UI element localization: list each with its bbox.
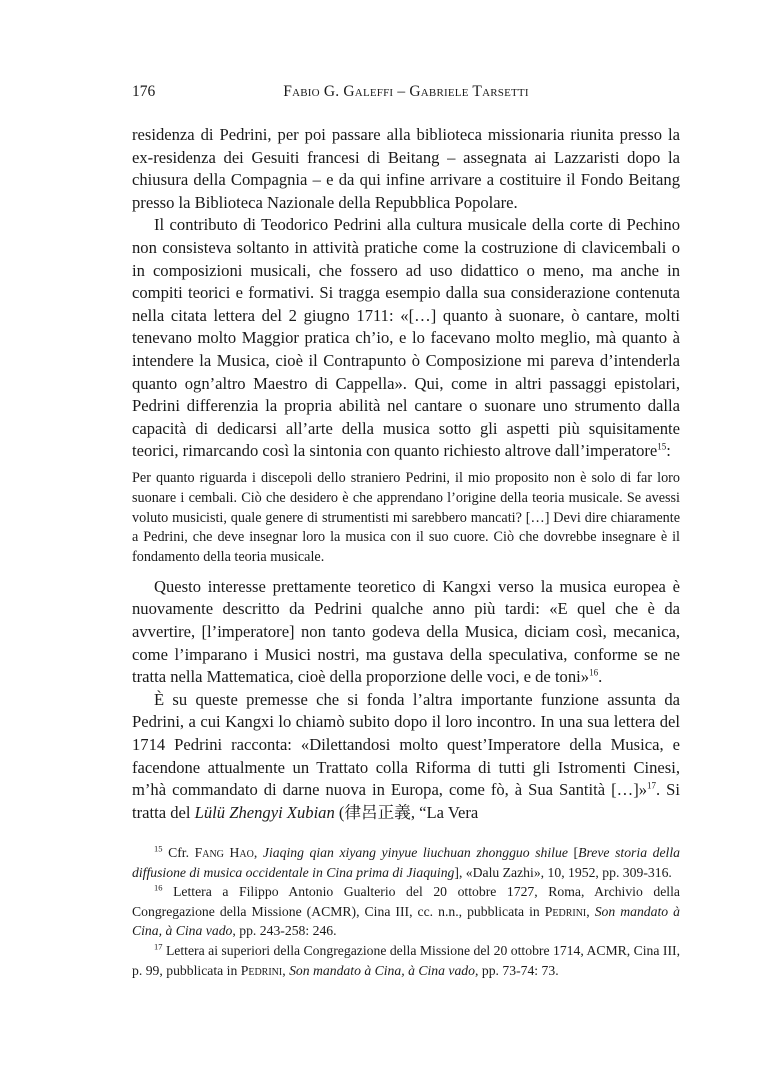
page-number: 176 bbox=[132, 83, 156, 100]
paragraph-3-text: Questo interesse prettamente teoretico di Kangxi verso la musica europea è nuovamente descritto da Pedrini qualche anno più tardi: «E quel che è da avvertire, [l’imperatore] non tanto godeva della Musica, diciam così, mecanica, come l’imparano i Musici nostri, ma gustava della speculativa, conforme se ne tratta nella Mattematica, cioè della proporzione delle voci, e de toni» bbox=[132, 576, 680, 687]
footnote-rest: ], «Dalu Zazhi», 10, 1952, pp. 309-316. bbox=[454, 864, 672, 880]
body-text bbox=[132, 124, 680, 824]
footnote-rest: , pp. 243-258: 246. bbox=[232, 923, 337, 939]
page-header bbox=[132, 80, 680, 104]
footnote-number: 15 bbox=[154, 843, 163, 854]
footnote-ref-16[interactable]: 16 bbox=[589, 667, 599, 678]
footnote-translation: Breve storia della diffusione di musica occidentale in Cina prima di Jiaquing bbox=[132, 845, 681, 880]
paragraph-3-end: . bbox=[598, 667, 603, 687]
footnote-separator: , bbox=[586, 903, 595, 919]
footnote-rest: , pp. 73-74: 73. bbox=[475, 962, 559, 978]
footnote-prefix: Cfr. bbox=[168, 845, 195, 860]
footnote-16 bbox=[132, 882, 680, 941]
footnote-author: Pedrini bbox=[240, 962, 283, 978]
paragraph-4-mid: . Si tratta del bbox=[132, 780, 680, 822]
treatise-title: Lülü Zhengyi Xubian bbox=[194, 802, 335, 822]
paragraph-4-end: (律呂正義, “La Vera bbox=[334, 802, 479, 822]
block-quote bbox=[132, 469, 680, 568]
paragraph-4-text: È su queste premesse che si fonda l’altra importante funzione assunta da Pedrini, a cui Kangxi lo chiamò subito dopo il loro incontro. In una sua lettera del 1714 Pedrini racconta: «Dilettandosi molto quest’Imperatore della Musica, e facendone attualmente un Trattato colla Riforma di tutti gli Istromenti Cinesi, m’hà commandato di darne nuova in Europa, come fò, à Sua Santità […]» bbox=[132, 689, 680, 800]
paragraph-1-text: residenza di Pedrini, per poi passare alla biblioteca missionaria riunita presso la ex-residenza dei Gesuiti francesi di Beitang – assegnata ai Lazzaristi dopo la chiusura della Compagnia – e da qui infine arrivare a costituire il Fondo Beitang presso la Biblioteca Nazionale della Repubblica Popolare. bbox=[132, 125, 680, 212]
paragraph-2-end: : bbox=[666, 441, 671, 461]
footnote-author: Fang Hao bbox=[194, 845, 254, 860]
footnote-ref-15[interactable]: 15 bbox=[657, 441, 667, 452]
footnotes bbox=[132, 843, 680, 980]
footnote-number: 16 bbox=[154, 882, 163, 893]
footnote-title: Son mandato à Cina, à Cina vado bbox=[289, 962, 475, 978]
footnote-separator: [ bbox=[567, 845, 579, 860]
footnote-17 bbox=[132, 941, 680, 980]
block-quote-text: Per quanto riguarda i discepoli dello straniero Pedrini, il mio proposito non è solo di far loro suonare i cembali. Ciò che desidero è che apprendano l’origine della teoria musicale. Se avessi voluto musicisti, quale genere di strumentisti mi sarebbero mancati? […] Devi dire chiaramente a Pedrini, che deve insegnar loro la musica con il suo cuore. Ciò che dovrebbe insegnare è il fondamento della teoria musicale. bbox=[132, 469, 680, 566]
footnote-number: 17 bbox=[154, 941, 163, 952]
footnote-author: Pedrini bbox=[544, 903, 587, 919]
footnote-title: Jiaqing qian xiyang yinyue liuchuan zhongguo shilue bbox=[262, 845, 568, 860]
running-head: Fabio G. Galeffi – Gabriele Tarsetti bbox=[283, 83, 529, 100]
paragraph-2 bbox=[132, 214, 680, 463]
footnote-ref-17[interactable]: 17 bbox=[647, 780, 657, 791]
footnote-separator: , bbox=[282, 962, 290, 978]
paragraph-3 bbox=[132, 576, 680, 689]
paragraph-1 bbox=[132, 124, 680, 214]
footnote-separator: , bbox=[253, 845, 263, 860]
footnote-15 bbox=[132, 843, 680, 882]
paragraph-4 bbox=[132, 689, 680, 825]
footnote-title: Son mandato à Cina, à Cina vado bbox=[132, 903, 680, 939]
footnote-prefix: Lettera a Filippo Antonio Gualterio del 20 ottobre 1727, Roma, Archivio della Congregazione della Missione (ACMR), Cina III, cc. n.n., pubblicata in bbox=[132, 884, 680, 919]
footnote-prefix: Lettera ai superiori della Congregazione della Missione del 20 ottobre 1714, ACMR, Cina III, p. 99, pubblicata in bbox=[132, 942, 680, 978]
paragraph-2-text: Il contributo di Teodorico Pedrini alla cultura musicale della corte di Pechino non consisteva soltanto in attività pratiche come la costruzione di clavicembali o in composizioni musicali, che fossero ad uso didattico o meno, ma anche in compiti teorici e formativi. Si tragga esempio dalla sua considerazione contenuta nella citata lettera del 2 giugno 1711: «[…] quanto à suonare, ò cantare, molti tenevano molto Maggior pratica ch’io, e lo facevano molto meglio, mà quanto à intendere la Musica, cioè il Contrapunto ò Composizione mi pareva d’intenderla quanto ogn’altro Maestro di Cappella». Qui, come in altri passaggi epistolari, Pedrini differenzia la propria abilità nel cantare o suonare uno strumento dalla capacità di dedicarsi all’arte della musica sotto gli aspetti più squisitamente teorici, rimarcando così la sintonia con quanto richiesto altrove dall’imperatore bbox=[132, 215, 680, 461]
